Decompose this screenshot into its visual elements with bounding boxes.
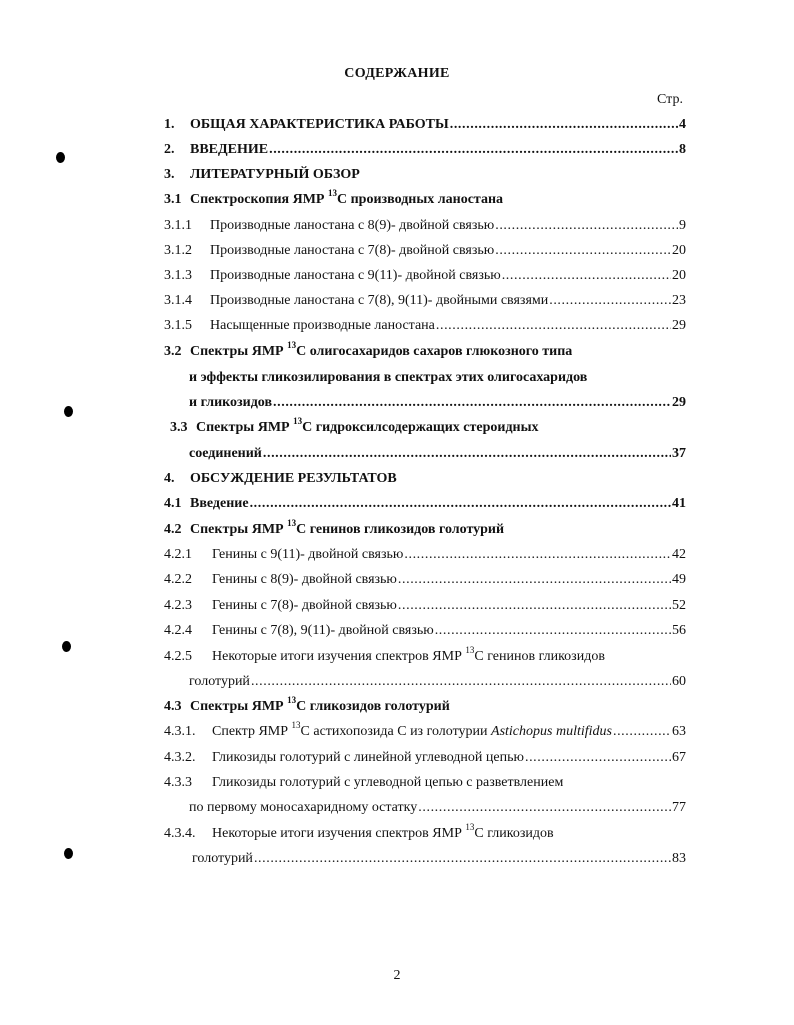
toc-entry-continuation (189, 445, 686, 463)
leader-dots (525, 749, 671, 767)
toc-number: 4. (164, 471, 175, 486)
toc-entry (164, 597, 686, 615)
binder-hole-mark (64, 406, 73, 417)
toc-text: Гликозиды голотурий с линейной углеводной цепью (212, 750, 524, 765)
toc-entry-continuation (192, 850, 686, 868)
toc-text: ЛИТЕРАТУРНЫЙ ОБЗОР (190, 167, 360, 182)
toc-number: 3.1.3 (164, 268, 192, 283)
toc-number: 4.3.4. (164, 826, 196, 841)
toc-text: ВВЕДЕНИЕ (190, 142, 269, 157)
toc-entry (164, 774, 563, 792)
toc-text: Гликозиды голотурий с углеводной цепью с разветвлением (212, 775, 564, 790)
toc-page: 20 (672, 243, 686, 258)
leader-dots (273, 394, 671, 412)
toc-number: 3.1.1 (164, 218, 192, 233)
toc-entry (164, 317, 686, 335)
toc-entry (164, 292, 686, 310)
toc-entry (164, 720, 686, 741)
toc-text: Введение (190, 496, 249, 511)
toc-text: и эффекты гликозилирования в спектрах этих олигосахаридов (189, 370, 588, 385)
toc-text: и гликозидов (189, 395, 273, 410)
toc-entry (164, 267, 686, 285)
toc-page: 63 (672, 724, 686, 739)
toc-entry-continuation (189, 394, 686, 412)
toc-text: Спектры ЯМР $^{13}$С гидроксилсодержащих стероидных (196, 416, 539, 435)
toc-entry (164, 645, 605, 666)
toc-page: 56 (672, 623, 686, 638)
toc-number: 4.2.1 (164, 547, 192, 562)
toc-entry-continuation (189, 369, 587, 387)
toc-entry (164, 116, 686, 134)
toc-text: Спектроскопия ЯМР $^{13}$С производных ланостана (190, 188, 504, 207)
leader-dots (495, 217, 678, 235)
toc-text: Производные ланостана с 9(11)- двойной связью (210, 268, 501, 283)
toc-number: 3.1.4 (164, 293, 192, 308)
leader-dots (450, 116, 678, 134)
toc-number: 2. (164, 142, 175, 157)
leader-dots (435, 622, 671, 640)
leader-dots (404, 546, 671, 564)
toc-text: Генины с 7(8), 9(11)- двойной связью (212, 623, 434, 638)
toc-number: 4.2.5 (164, 649, 192, 664)
toc-page: 42 (672, 547, 686, 562)
toc-number: 3.2 (164, 344, 182, 359)
toc-number: 4.2.3 (164, 598, 192, 613)
toc-text: Генины с 8(9)- двойной связью (212, 572, 397, 587)
toc-entry (164, 546, 686, 564)
toc-page: 49 (672, 572, 686, 587)
toc-page: 83 (672, 851, 686, 866)
toc-text: Производные ланостана с 7(8), 9(11)- двойными связями (210, 293, 549, 308)
leader-dots (251, 673, 671, 691)
toc-entry (164, 340, 573, 361)
toc-text: ОБСУЖДЕНИЕ РЕЗУЛЬТАТОВ (190, 471, 397, 486)
toc-text: Некоторые итоги изучения спектров ЯМР $^{13}$С генинов гликозидов (212, 645, 605, 664)
leader-dots (436, 317, 671, 335)
page-number: 2 (393, 968, 401, 983)
toc-number: 4.2 (164, 522, 182, 537)
toc-entry (164, 695, 450, 716)
toc-number: 3.1.5 (164, 318, 192, 333)
toc-page: 9 (679, 218, 686, 233)
toc-number: 3.1 (164, 192, 182, 207)
toc-entry (164, 188, 504, 209)
leader-dots (398, 597, 671, 615)
toc-entry (164, 141, 686, 159)
toc-number: 4.2.2 (164, 572, 192, 587)
toc-text: соединений (189, 446, 262, 461)
leader-dots (269, 141, 678, 159)
toc-entry-continuation (189, 673, 686, 691)
toc-number: 3.3 (170, 420, 188, 435)
toc-text: Спектры ЯМР $^{13}$С генинов гликозидов голотурий (190, 518, 505, 537)
toc-page: 52 (672, 598, 686, 613)
leader-dots (398, 571, 671, 589)
toc-number: 4.3.1. (164, 724, 196, 739)
toc-page: 60 (672, 674, 686, 689)
toc-number: 3.1.2 (164, 243, 192, 258)
toc-page: 67 (672, 750, 686, 765)
toc-entry (164, 495, 686, 513)
toc-text: голотурий (189, 674, 250, 689)
toc-text: Насыщенные производные ланостана (210, 318, 435, 333)
toc-text: Генины с 7(8)- двойной связью (212, 598, 397, 613)
toc-text: голотурий (192, 851, 253, 866)
toc-entry (164, 217, 686, 235)
toc-entry (164, 242, 686, 260)
toc-entry (164, 749, 686, 767)
toc-number: 4.3.2. (164, 750, 196, 765)
toc-page: 29 (672, 318, 686, 333)
toc-page: 41 (672, 496, 686, 511)
toc-number: 4.2.4 (164, 623, 192, 638)
toc-number: 3. (164, 167, 175, 182)
toc-entry (164, 166, 360, 184)
page-title: СОДЕРЖАНИЕ (344, 66, 450, 81)
binder-hole-mark (64, 848, 73, 859)
leader-dots (254, 850, 671, 868)
toc-page: 20 (672, 268, 686, 283)
toc-page: 4 (679, 117, 686, 132)
toc-text: Генины с 9(11)- двойной связью (212, 547, 404, 562)
toc-number: 4.3.3 (164, 775, 192, 790)
toc-entry (164, 622, 686, 640)
toc-text: по первому моносахаридному остатку (189, 800, 418, 815)
toc-text: ОБЩАЯ ХАРАКТЕРИСТИКА РАБОТЫ (190, 117, 449, 132)
toc-text: Спектры ЯМР $^{13}$С гликозидов голотурий (190, 695, 450, 714)
toc-entry (170, 416, 539, 437)
toc-page: 37 (672, 446, 686, 461)
toc-number: 4.1 (164, 496, 182, 511)
toc-page: 8 (679, 142, 686, 157)
toc-entry (164, 571, 686, 589)
toc-page: 29 (672, 395, 686, 410)
leader-dots (549, 292, 671, 310)
toc-entry (164, 822, 554, 843)
leader-dots (502, 267, 671, 285)
page-column-header: Стр. (657, 92, 683, 107)
leader-dots (495, 242, 671, 260)
leader-dots (613, 723, 671, 741)
binder-hole-mark (56, 152, 65, 163)
toc-number: 1. (164, 117, 175, 132)
toc-text: Производные ланостана с 8(9)- двойной связью (210, 218, 495, 233)
toc-page: 23 (672, 293, 686, 308)
toc-entry (164, 518, 505, 539)
leader-dots (418, 799, 671, 817)
toc-number: 4.3 (164, 699, 182, 714)
toc-entry (164, 470, 397, 488)
leader-dots (250, 495, 671, 513)
toc-text: Спектр ЯМР $^{13}$С астихопозида С из голотурии Astichopus multifidus (212, 720, 612, 739)
toc-text: Спектры ЯМР $^{13}$С олигосахаридов сахаров глюкозного типа (190, 340, 573, 359)
toc-text: Некоторые итоги изучения спектров ЯМР $^{13}$С гликозидов (212, 822, 554, 841)
toc-page: 77 (672, 800, 686, 815)
toc-entry-continuation (189, 799, 686, 817)
binder-hole-mark (62, 641, 71, 652)
toc-text: Производные ланостана с 7(8)- двойной связью (210, 243, 495, 258)
leader-dots (263, 445, 671, 463)
